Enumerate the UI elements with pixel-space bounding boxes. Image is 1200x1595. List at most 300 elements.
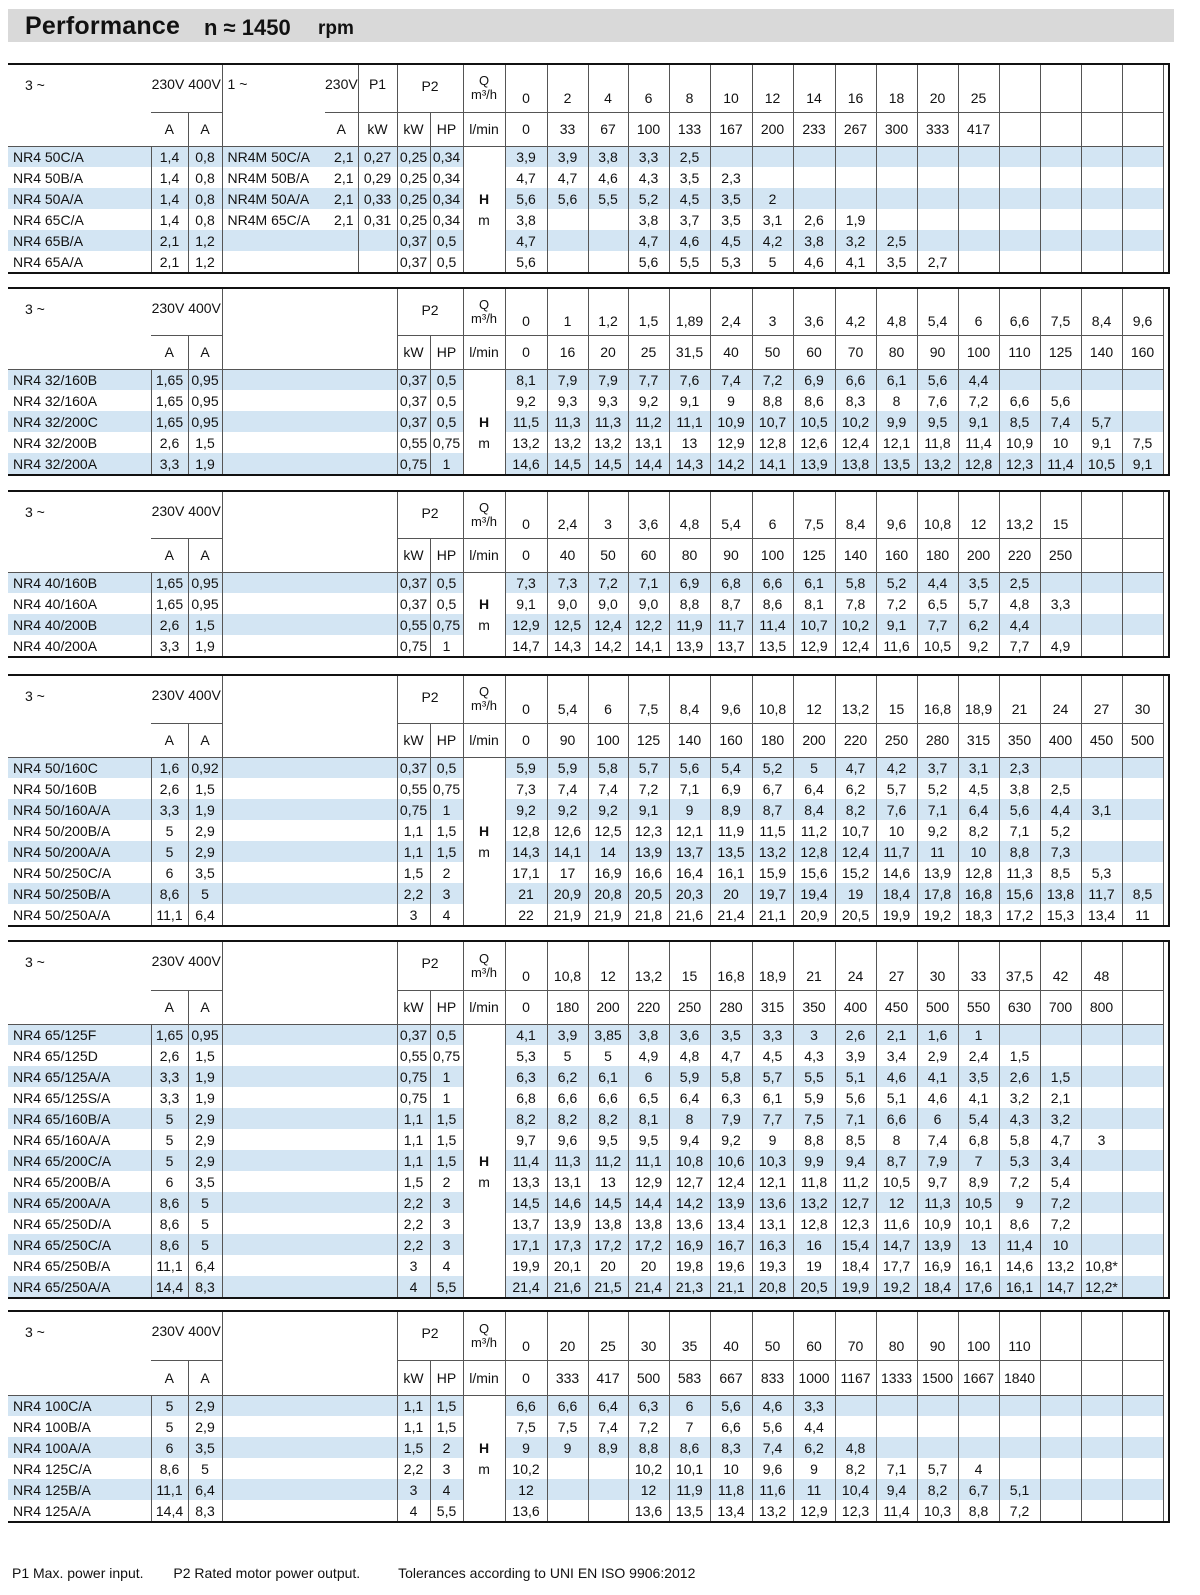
current-400: 1,2 xyxy=(188,230,222,251)
power-hp: 0,75 xyxy=(430,1045,463,1066)
head-value-cell: 4,3 xyxy=(628,167,669,188)
head-value-cell xyxy=(999,1437,1040,1458)
header-cell xyxy=(397,723,430,757)
header-cell xyxy=(397,335,430,369)
performance-table-3 xyxy=(8,490,1170,658)
head-value-cell: 7,2 xyxy=(588,572,628,593)
power-kw: 0,37 xyxy=(397,230,430,251)
cell xyxy=(222,1108,397,1129)
head-value-cell: 14,7 xyxy=(876,1234,917,1255)
head-value-cell: 11,5 xyxy=(752,820,793,841)
head-value-cell: 5,7 xyxy=(958,593,999,614)
head-value-cell xyxy=(710,146,752,167)
head-value-cell: 10,5 xyxy=(958,1192,999,1213)
head-value-cell xyxy=(1040,572,1081,593)
flow-lmin-cell: 160 xyxy=(876,538,917,572)
voltage-400: 400V xyxy=(188,1323,221,1339)
head-value-cell xyxy=(917,230,958,251)
header-cell xyxy=(463,112,505,146)
header-cell xyxy=(151,335,188,369)
head-value-cell: 10,5 xyxy=(917,635,958,656)
header-cell xyxy=(397,538,430,572)
flow-lmin-cell xyxy=(1122,1360,1163,1395)
voltage-400: 400V xyxy=(188,76,221,92)
head-value-cell xyxy=(1040,1479,1081,1500)
flow-lmin-cell: 25 xyxy=(628,335,669,369)
head-value-cell: 15,6 xyxy=(793,862,835,883)
table-row xyxy=(8,390,1197,411)
head-value-cell xyxy=(1081,1192,1122,1213)
head-value-cell xyxy=(1122,1171,1163,1192)
head-value-cell: 9,5 xyxy=(628,1129,669,1150)
head-value-cell: 17,7 xyxy=(876,1255,917,1276)
head-value-cell: 4,3 xyxy=(999,1108,1040,1129)
table-row xyxy=(8,820,1197,841)
head-value-cell: 13,9 xyxy=(628,841,669,862)
table-row xyxy=(8,230,1197,251)
cell xyxy=(222,1276,397,1297)
flow-lmin-cell: 583 xyxy=(669,1360,710,1395)
head-value-cell: 18,4 xyxy=(876,883,917,904)
current-230: 3,3 xyxy=(151,1066,188,1087)
current-400: 2,9 xyxy=(188,1108,222,1129)
head-value-cell: 9,2 xyxy=(958,635,999,656)
head-value-cell: 8,8 xyxy=(958,1500,999,1521)
model-single-phase xyxy=(222,251,325,272)
head-value-cell: 10,2 xyxy=(505,1458,547,1479)
flow-m3h-cell: 3,6 xyxy=(793,289,835,335)
current-400: 1,5 xyxy=(188,778,222,799)
head-value-cell xyxy=(999,188,1040,209)
head-value-cell: 8,6 xyxy=(669,1437,710,1458)
flow-lmin-cell: 100 xyxy=(752,538,793,572)
head-value-cell: 4,7 xyxy=(505,167,547,188)
current-230: 3,3 xyxy=(151,453,188,474)
flow-lmin-cell: 133 xyxy=(669,112,710,146)
q-label xyxy=(463,492,505,538)
model-name: NR4 65/200A/A xyxy=(8,1192,151,1213)
head-label-cell xyxy=(463,188,505,209)
head-value-cell: 4,7 xyxy=(628,230,669,251)
head-value-cell xyxy=(1040,1024,1081,1045)
flow-m3h-cell: 5,4 xyxy=(917,289,958,335)
head-value-cell: 12,7 xyxy=(669,1171,710,1192)
flow-lmin-cell: 40 xyxy=(710,335,752,369)
flow-lmin-cell: 1333 xyxy=(876,1360,917,1395)
head-label-cell xyxy=(463,1045,505,1066)
flow-lmin-cell: 500 xyxy=(917,990,958,1024)
head-value-cell: 7,9 xyxy=(547,369,588,390)
head-value-cell xyxy=(999,1458,1040,1479)
flow-lmin-cell: 100 xyxy=(588,723,628,757)
head-value-cell xyxy=(1040,1458,1081,1479)
flow-m3h-cell: 27 xyxy=(876,942,917,990)
head-value-cell: 21,6 xyxy=(669,904,710,925)
p2-label: P2 xyxy=(421,1325,439,1341)
head-value-cell: 5,7 xyxy=(1081,411,1122,432)
flow-lmin-cell: 180 xyxy=(752,723,793,757)
head-value-cell xyxy=(1040,251,1081,272)
head-value-cell: 4,2 xyxy=(752,230,793,251)
model-name: NR4 50B/A xyxy=(8,167,151,188)
flow-m3h-cell: 0 xyxy=(505,65,547,112)
current-230: 6 xyxy=(151,1171,188,1192)
performance-table-4 xyxy=(8,674,1170,927)
head-value-cell xyxy=(1081,841,1122,862)
voltage-400: 400V xyxy=(188,687,221,703)
head-value-cell: 6 xyxy=(669,1395,710,1416)
head-value-cell: 13,7 xyxy=(505,1213,547,1234)
hp-label: HP xyxy=(436,121,457,137)
head-value-cell xyxy=(1122,1479,1163,1500)
head-value-cell xyxy=(1040,146,1081,167)
power-hp: 5,5 xyxy=(430,1500,463,1521)
head-value-cell xyxy=(588,209,628,230)
flow-m3h-cell: 4,8 xyxy=(876,289,917,335)
power-kw: 1,1 xyxy=(397,1416,430,1437)
head-value-cell: 5,2 xyxy=(752,757,793,778)
head-value-cell: 16,1 xyxy=(999,1276,1040,1297)
head-value-cell xyxy=(1122,251,1163,272)
h-label: H xyxy=(478,413,490,430)
flow-m3h-cell: 16,8 xyxy=(710,942,752,990)
lmin-label: l/min xyxy=(469,121,499,137)
head-label-cell xyxy=(463,432,505,453)
head-value-cell: 11,4 xyxy=(958,432,999,453)
current-230: 1,6 xyxy=(151,757,188,778)
model-name: NR4 65/160A/A xyxy=(8,1129,151,1150)
head-value-cell: 6,8 xyxy=(710,572,752,593)
current-230: 8,6 xyxy=(151,1192,188,1213)
head-value-cell: 4,5 xyxy=(710,230,752,251)
flow-m3h-cell: 27 xyxy=(1081,676,1122,723)
head-value-cell: 2,6 xyxy=(999,1066,1040,1087)
head-value-cell xyxy=(588,230,628,251)
head-value-cell: 6,2 xyxy=(793,1437,835,1458)
head-value-cell: 4,4 xyxy=(793,1416,835,1437)
p1-label: P1 xyxy=(368,76,387,92)
head-value-cell: 7,1 xyxy=(876,1458,917,1479)
flow-m3h-cell: 14 xyxy=(793,65,835,112)
head-value-cell: 14,1 xyxy=(547,841,588,862)
head-value-cell: 8,8 xyxy=(999,841,1040,862)
current-230: 11,1 xyxy=(151,1255,188,1276)
header-cell xyxy=(151,1360,188,1395)
head-value-cell: 9,2 xyxy=(588,799,628,820)
flow-lmin-cell: 500 xyxy=(1122,723,1163,757)
hp-label: HP xyxy=(436,999,457,1015)
head-value-cell: 11,4 xyxy=(876,1500,917,1521)
head-value-cell: 3,3 xyxy=(752,1024,793,1045)
head-value-cell: 6 xyxy=(917,1108,958,1129)
amp-label: A xyxy=(164,344,174,360)
head-value-cell: 8,2 xyxy=(835,799,876,820)
flow-lmin-cell: 450 xyxy=(876,990,917,1024)
head-value-cell: 11,9 xyxy=(669,1479,710,1500)
power-kw: 0,37 xyxy=(397,572,430,593)
current-single: 2,1 xyxy=(325,146,358,167)
table-row xyxy=(8,1416,1197,1437)
head-value-cell: 5 xyxy=(588,1045,628,1066)
head-value-cell: 12,8 xyxy=(793,1213,835,1234)
head-value-cell: 6,6 xyxy=(999,390,1040,411)
head-value-cell: 11,3 xyxy=(917,1192,958,1213)
head-value-cell: 5,8 xyxy=(588,757,628,778)
head-value-cell xyxy=(1122,167,1163,188)
head-value-cell: 13 xyxy=(588,1171,628,1192)
head-value-cell: 9,5 xyxy=(917,411,958,432)
head-value-cell xyxy=(1081,230,1122,251)
head-value-cell: 17,3 xyxy=(547,1234,588,1255)
flow-m3h-cell: 21 xyxy=(999,676,1040,723)
head-label-cell xyxy=(463,1108,505,1129)
power-kw: 2,2 xyxy=(397,1234,430,1255)
head-value-cell: 4,5 xyxy=(669,188,710,209)
head-value-cell: 14,2 xyxy=(588,635,628,656)
header-cell xyxy=(358,65,397,112)
head-value-cell xyxy=(1081,572,1122,593)
model-name: NR4 65C/A xyxy=(8,209,151,230)
head-value-cell: 7,5 xyxy=(547,1416,588,1437)
flow-m3h-cell: 25 xyxy=(958,65,999,112)
head-value-cell xyxy=(876,146,917,167)
head-value-cell: 4,4 xyxy=(958,369,999,390)
head-value-cell: 6,6 xyxy=(547,1087,588,1108)
kw-label: kW xyxy=(403,344,424,360)
head-value-cell: 7,2 xyxy=(958,390,999,411)
head-value-cell: 7,3 xyxy=(1040,841,1081,862)
head-value-cell xyxy=(547,1479,588,1500)
head-value-cell: 6,6 xyxy=(835,369,876,390)
power-p1 xyxy=(358,251,397,272)
current-400: 0,8 xyxy=(188,188,222,209)
power-kw: 0,75 xyxy=(397,635,430,656)
amp-label: A xyxy=(200,344,210,360)
power-kw: 3 xyxy=(397,904,430,925)
head-value-cell: 13,4 xyxy=(1081,904,1122,925)
head-value-cell xyxy=(1081,209,1122,230)
head-value-cell xyxy=(835,188,876,209)
head-value-cell: 12,6 xyxy=(793,432,835,453)
head-value-cell: 18,4 xyxy=(917,1276,958,1297)
head-value-cell: 2,5 xyxy=(669,146,710,167)
head-value-cell: 6,6 xyxy=(710,1416,752,1437)
cell xyxy=(222,432,397,453)
head-label-cell xyxy=(463,390,505,411)
head-value-cell: 11,9 xyxy=(710,820,752,841)
flow-m3h-cell: 21 xyxy=(793,942,835,990)
model-name: NR4 50/250A/A xyxy=(8,904,151,925)
flow-m3h-cell: 7,5 xyxy=(793,492,835,538)
head-value-cell: 9 xyxy=(999,1192,1040,1213)
head-value-cell: 9,1 xyxy=(669,390,710,411)
power-kw: 0,55 xyxy=(397,778,430,799)
head-value-cell: 12,1 xyxy=(876,432,917,453)
head-value-cell: 8,7 xyxy=(710,593,752,614)
head-value-cell: 9,6 xyxy=(752,1458,793,1479)
flow-lmin-cell: 250 xyxy=(669,990,710,1024)
flow-m3h-cell: 90 xyxy=(917,1312,958,1360)
hp-label: HP xyxy=(436,1369,457,1386)
head-value-cell xyxy=(876,167,917,188)
head-label-cell xyxy=(463,778,505,799)
table-row xyxy=(8,1479,1197,1500)
power-hp: 0,34 xyxy=(430,209,463,230)
head-value-cell: 3,3 xyxy=(1040,593,1081,614)
head-value-cell: 2,4 xyxy=(958,1045,999,1066)
flow-m3h-cell: 13,2 xyxy=(835,676,876,723)
flow-lmin-cell: 50 xyxy=(752,335,793,369)
head-value-cell: 4,7 xyxy=(505,230,547,251)
head-value-cell xyxy=(1122,1066,1163,1087)
head-value-cell: 14,2 xyxy=(669,1192,710,1213)
head-value-cell: 22 xyxy=(505,904,547,925)
current-single: 2,1 xyxy=(325,167,358,188)
m-label: m xyxy=(478,434,490,451)
head-value-cell: 10,8* xyxy=(1081,1255,1122,1276)
head-value-cell: 12,9 xyxy=(710,432,752,453)
flow-m3h-cell: 0 xyxy=(505,289,547,335)
head-value-cell: 1,5 xyxy=(999,1045,1040,1066)
power-hp: 1 xyxy=(430,635,463,656)
header-cell xyxy=(151,65,222,112)
table-row xyxy=(8,1150,1197,1171)
current-400: 0,8 xyxy=(188,167,222,188)
current-400: 1,5 xyxy=(188,1045,222,1066)
head-value-cell xyxy=(752,167,793,188)
head-value-cell: 8,9 xyxy=(958,1171,999,1192)
head-value-cell: 14,4 xyxy=(628,1192,669,1213)
cell xyxy=(222,1395,397,1416)
head-value-cell: 13,9 xyxy=(917,862,958,883)
flow-m3h-cell xyxy=(999,65,1040,112)
head-value-cell: 7,3 xyxy=(505,572,547,593)
table-row xyxy=(8,1045,1197,1066)
model-name: NR4 65A/A xyxy=(8,251,151,272)
head-value-cell: 3,8 xyxy=(588,146,628,167)
flow-lmin-cell: 100 xyxy=(958,335,999,369)
cell xyxy=(222,390,397,411)
flow-lmin-cell: 0 xyxy=(505,990,547,1024)
head-value-cell xyxy=(999,1416,1040,1437)
head-value-cell: 16,7 xyxy=(710,1234,752,1255)
head-value-cell xyxy=(1122,1416,1163,1437)
head-value-cell: 8,2 xyxy=(917,1479,958,1500)
flow-lmin-cell: 280 xyxy=(710,990,752,1024)
power-p1: 0,31 xyxy=(358,209,397,230)
model-name: NR4 100C/A xyxy=(8,1395,151,1416)
head-value-cell: 11,1 xyxy=(669,411,710,432)
head-value-cell xyxy=(1122,1087,1163,1108)
head-value-cell: 8,4 xyxy=(793,799,835,820)
m-label: m xyxy=(478,843,490,860)
performance-table-6 xyxy=(8,1310,1170,1523)
kw-label: kW xyxy=(403,999,424,1015)
flow-m3h-cell: 0 xyxy=(505,942,547,990)
header-cell xyxy=(222,492,397,538)
head-value-cell: 14,6 xyxy=(876,862,917,883)
current-single xyxy=(325,230,358,251)
head-value-cell: 6,4 xyxy=(793,778,835,799)
voltage-230: 230V xyxy=(151,76,185,92)
cell xyxy=(222,1129,397,1150)
head-value-cell: 8,5 xyxy=(999,411,1040,432)
flow-m3h-cell: 6 xyxy=(588,676,628,723)
table-row xyxy=(8,188,1197,209)
power-p1: 0,27 xyxy=(358,146,397,167)
head-value-cell xyxy=(876,1395,917,1416)
head-label-cell xyxy=(463,1234,505,1255)
flow-m3h-cell: 8,4 xyxy=(669,676,710,723)
flow-lmin-cell: 700 xyxy=(1040,990,1081,1024)
head-value-cell xyxy=(958,146,999,167)
head-value-cell: 12,3 xyxy=(835,1500,876,1521)
flow-m3h-cell: 12 xyxy=(588,942,628,990)
table-row xyxy=(8,635,1197,656)
table-row xyxy=(8,593,1197,614)
head-value-cell: 3,3 xyxy=(628,146,669,167)
head-value-cell: 4,6 xyxy=(752,1395,793,1416)
head-value-cell: 9,4 xyxy=(669,1129,710,1150)
power-hp: 0,5 xyxy=(430,369,463,390)
head-value-cell: 5,7 xyxy=(628,757,669,778)
current-400: 3,5 xyxy=(188,1437,222,1458)
head-value-cell: 5,1 xyxy=(876,1087,917,1108)
cell xyxy=(222,453,397,474)
flow-m3h-cell: 4 xyxy=(588,65,628,112)
current-400: 1,2 xyxy=(188,251,222,272)
table-row xyxy=(8,251,1197,272)
head-value-cell: 13,5 xyxy=(876,453,917,474)
flow-m3h-cell: 10 xyxy=(710,65,752,112)
lmin-label: l/min xyxy=(469,732,499,748)
model-name: NR4 50/200A/A xyxy=(8,841,151,862)
head-value-cell xyxy=(917,167,958,188)
flow-m3h-cell: 50 xyxy=(752,1312,793,1360)
flow-m3h-cell: 13,2 xyxy=(999,492,1040,538)
flow-m3h-cell: 48 xyxy=(1081,942,1122,990)
head-value-cell xyxy=(1122,411,1163,432)
head-value-cell xyxy=(958,1395,999,1416)
head-value-cell xyxy=(1040,1416,1081,1437)
model-name: NR4 32/160A xyxy=(8,390,151,411)
power-kw: 0,37 xyxy=(397,369,430,390)
head-value-cell: 17,2 xyxy=(628,1234,669,1255)
model-single-phase xyxy=(222,230,325,251)
head-value-cell xyxy=(1122,369,1163,390)
head-value-cell xyxy=(1122,1024,1163,1045)
head-value-cell xyxy=(1081,1479,1122,1500)
head-value-cell: 7,4 xyxy=(588,778,628,799)
head-value-cell: 16 xyxy=(793,1234,835,1255)
head-label-cell xyxy=(463,1276,505,1297)
head-value-cell xyxy=(835,146,876,167)
head-value-cell: 4 xyxy=(958,1458,999,1479)
head-value-cell: 8,5 xyxy=(1040,862,1081,883)
head-value-cell: 9,1 xyxy=(628,799,669,820)
head-value-cell: 8,1 xyxy=(505,369,547,390)
head-value-cell: 4,6 xyxy=(588,167,628,188)
power-kw: 0,37 xyxy=(397,390,430,411)
head-value-cell: 14,1 xyxy=(628,635,669,656)
power-hp: 5,5 xyxy=(430,1276,463,1297)
flow-lmin-cell: 160 xyxy=(710,723,752,757)
cell xyxy=(222,1437,397,1458)
current-230: 1,4 xyxy=(151,188,188,209)
head-value-cell: 12,9 xyxy=(793,635,835,656)
voltage-400: 400V xyxy=(188,503,221,519)
head-value-cell: 13,3 xyxy=(505,1171,547,1192)
